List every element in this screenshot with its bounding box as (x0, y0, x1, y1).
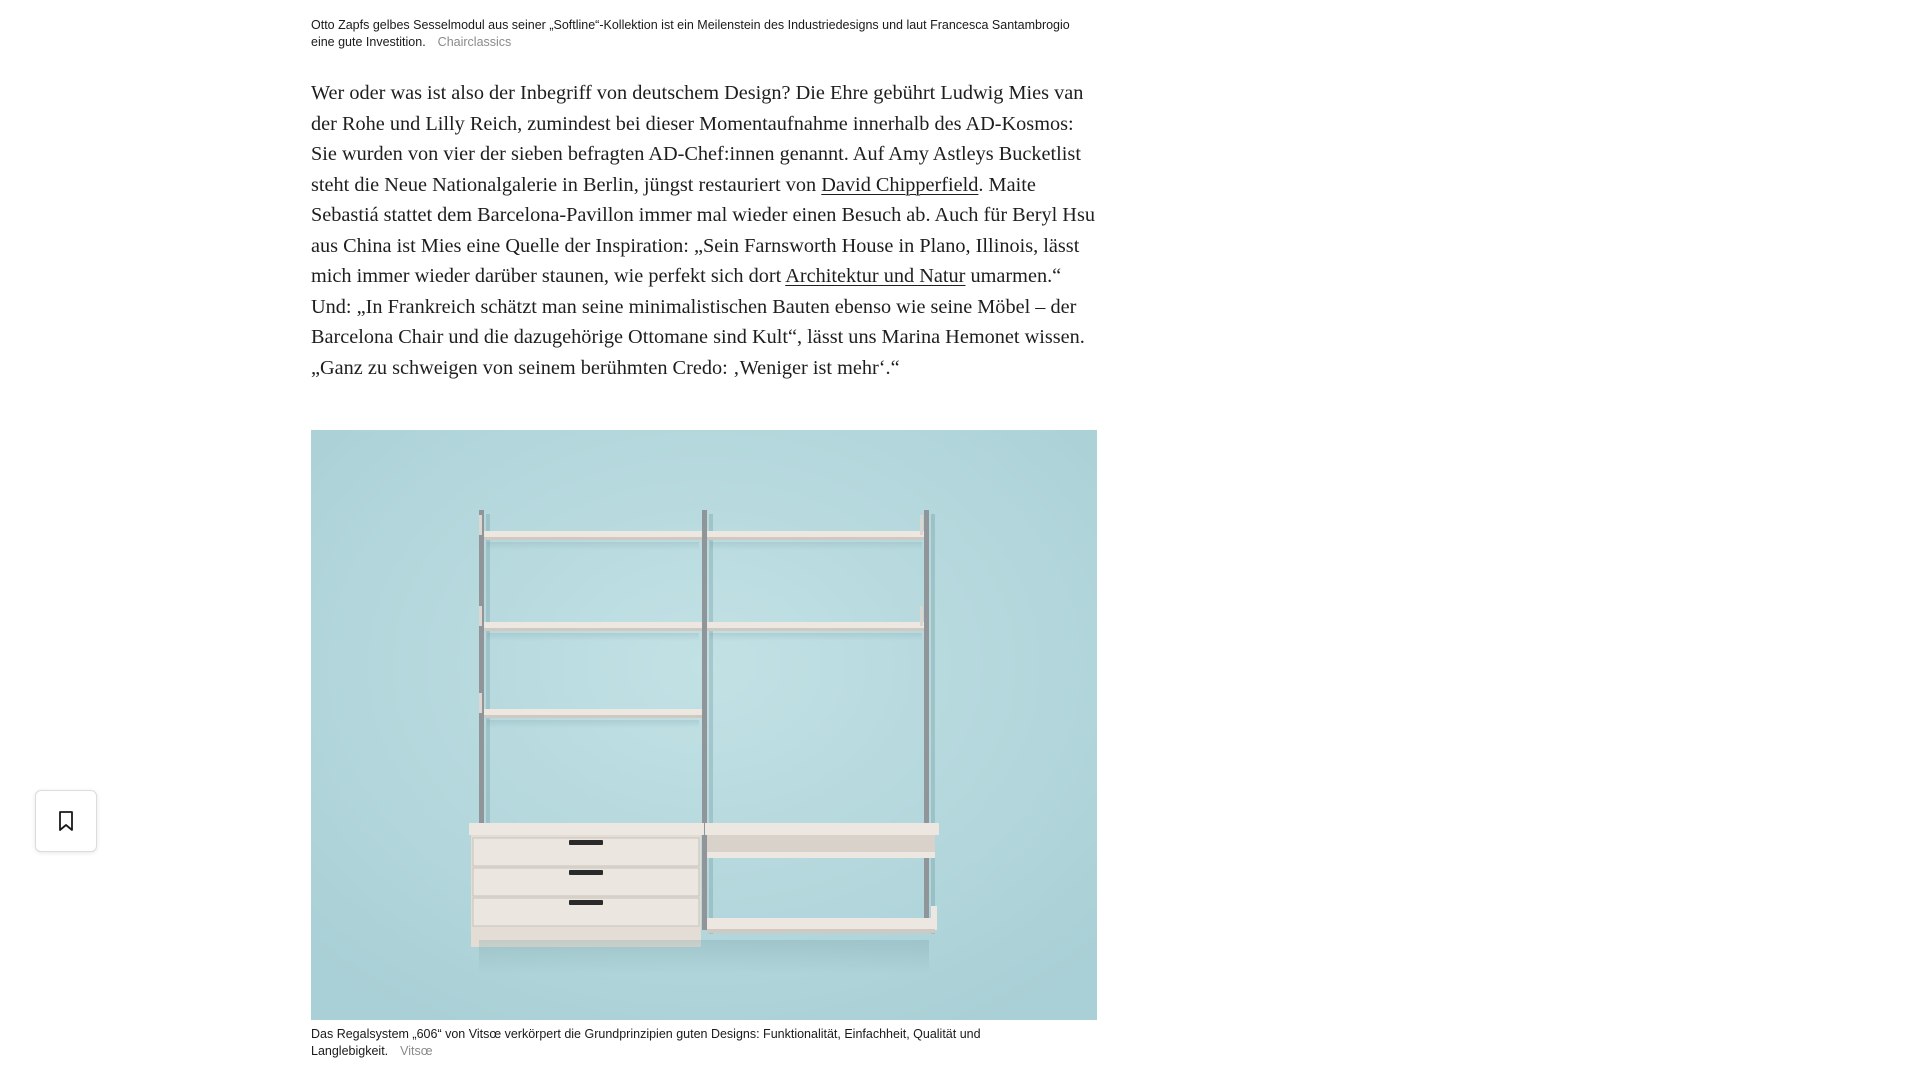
bookmark-button[interactable] (35, 790, 97, 852)
article-text-3: umarmen.“ Und: „In Frankreich schätzt man seine minimalistischen Bauten ebenso wie seine Möbel – der Barcelona Chair und die dazugehörige Ottomane sind Kult“, lässt uns Marina Hemonet wissen. „Ganz zu schweigen von seinem berühmten Credo: ‚Weniger ist mehr‘.“ (311, 265, 1085, 379)
caption-text: Otto Zapfs gelbes Sesselmodul aus seiner „Softline“-Kollektion ist ein Meilenstein des Industriedesigns und laut Francesca Santambrogio eine gute Investition. (311, 18, 1070, 49)
caption-credit: Chairclassics (437, 34, 512, 49)
bookmark-icon (56, 810, 76, 832)
link-architektur-und-natur[interactable]: Architektur und Natur (785, 265, 966, 287)
image-caption-bottom (311, 1026, 1091, 1059)
article-text-2: . Maite Sebastiá stattet dem Barcelona-Pavillon immer mal wieder einen Besuch ab. Auch für Beryl Hsu aus China ist Mies eine Quelle der Inspiration: „Sein Farnsworth House in Plano, Illinois, lässt mich immer wieder darüber staunen, wie perfekt sich dort (311, 173, 1095, 287)
caption-credit: Vitsœ (400, 1043, 433, 1058)
image-caption-top (311, 17, 1091, 50)
article-text-1: Wer oder was ist also der Inbegriff von deutschem Design? Die Ehre gebührt Ludwig Mies van der Rohe und Lilly Reich, zumindest bei dieser Momentaufnahme innerhalb des AD-Kosmos: Sie wurden von vier der sieben befragten AD-Chef:innen genannt. Auf Amy Astleys Bucketlist steht die Neue Nationalgalerie in Berlin, jüngst restauriert von (311, 82, 1084, 196)
shelving-system-photo (311, 430, 1097, 1020)
link-david-chipperfield[interactable]: David Chipperfield (821, 173, 979, 196)
caption-text: Das Regalsystem „606“ von Vitsœ verkörpert die Grundprinzipien guten Designs: Funktionalität, Einfachheit, Qualität und Langlebigkeit. (311, 1027, 981, 1058)
drawer-cabinet (469, 823, 704, 947)
article-paragraph (311, 78, 1101, 383)
